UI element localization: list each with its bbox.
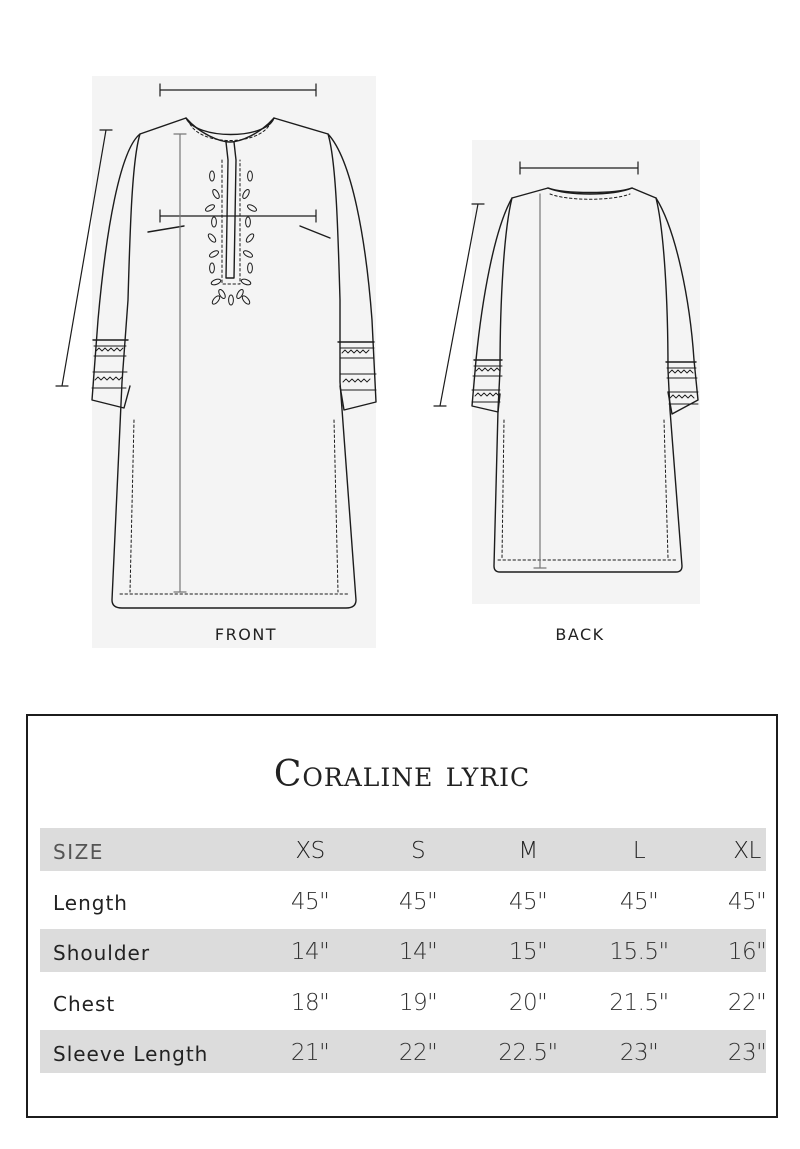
table-cell: 21" — [290, 1040, 330, 1066]
back-measurement-lines — [434, 162, 638, 568]
size-xs: XS — [295, 838, 325, 864]
table-cell: 23" — [619, 1040, 659, 1066]
table-cell: 21.5" — [609, 990, 669, 1016]
table-cell: 14" — [290, 939, 330, 965]
table-row — [40, 879, 766, 922]
table-row — [40, 980, 766, 1023]
size-chart-title: Coraline lyric — [273, 754, 531, 795]
table-cell: 15" — [508, 939, 548, 965]
table-cell: 22.5" — [498, 1040, 558, 1066]
table-cell: 14" — [398, 939, 438, 965]
front-view-label: FRONT — [214, 625, 278, 644]
front-measurement-lines — [56, 84, 316, 592]
size-l: L — [632, 838, 646, 864]
table-row — [40, 1030, 766, 1073]
size-header-label: SIZE — [53, 840, 104, 864]
table-cell: 20" — [508, 990, 548, 1016]
back-view-label: BACK — [555, 625, 605, 644]
size-m: M — [518, 838, 538, 864]
front-kurta-outline — [92, 118, 376, 608]
table-cell: 45" — [508, 889, 548, 915]
back-kurta-outline — [472, 188, 698, 572]
table-cell: 45" — [727, 889, 767, 915]
size-s: S — [410, 838, 426, 864]
table-cell: 45" — [290, 889, 330, 915]
table-cell: 22" — [398, 1040, 438, 1066]
table-cell: 45" — [398, 889, 438, 915]
row-label-shoulder: Shoulder — [53, 941, 151, 965]
neckline-embroidery — [204, 171, 257, 305]
table-cell: 19" — [398, 990, 438, 1016]
table-cell: 18" — [290, 990, 330, 1016]
row-label-sleeve-length: Sleeve Length — [53, 1042, 209, 1066]
table-cell: 15.5" — [609, 939, 669, 965]
row-label-length: Length — [53, 891, 128, 915]
size-chart-card — [26, 714, 778, 1118]
size-header-row — [40, 828, 766, 871]
table-row — [40, 929, 766, 972]
table-cell: 45" — [619, 889, 659, 915]
size-xl: XL — [733, 838, 761, 864]
table-cell: 22" — [727, 990, 767, 1016]
table-cell: 16" — [727, 939, 767, 965]
table-cell: 23" — [727, 1040, 767, 1066]
row-label-chest: Chest — [53, 992, 116, 1016]
